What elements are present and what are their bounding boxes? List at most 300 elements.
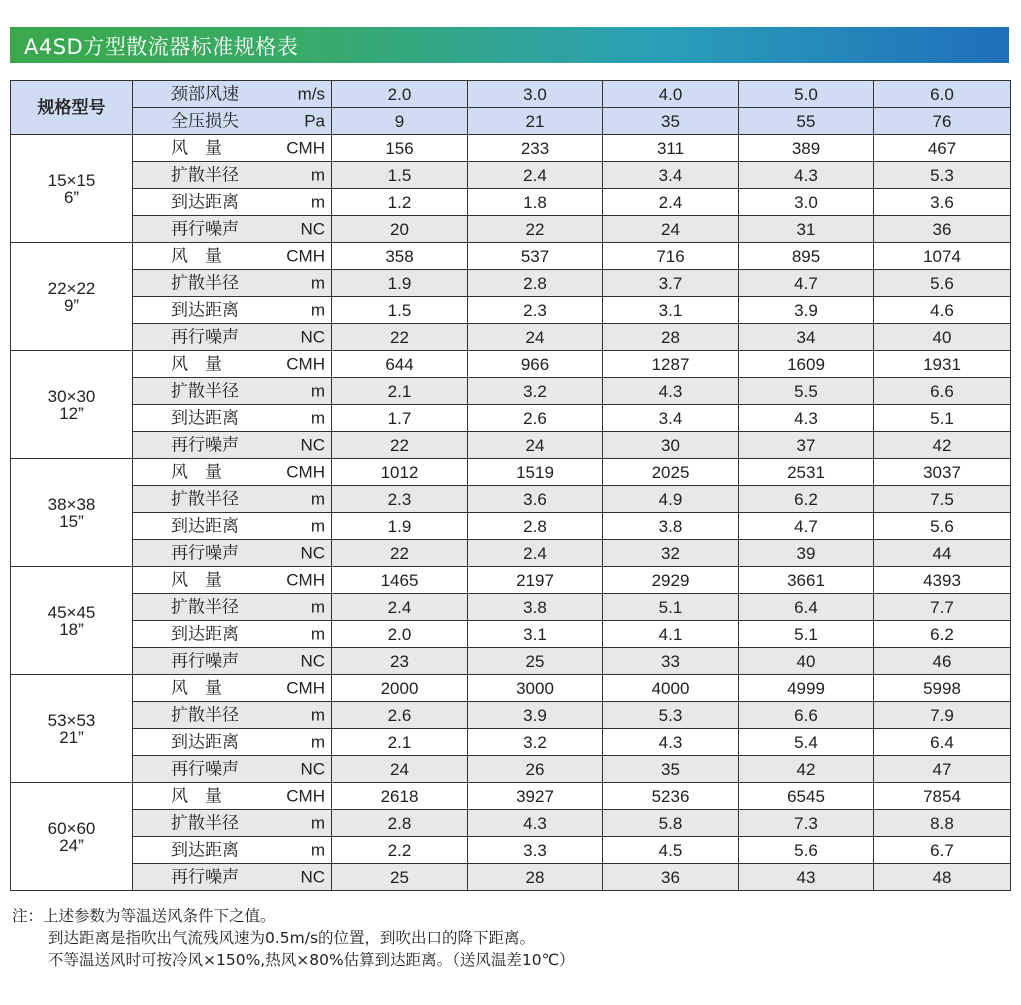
model-size-cell xyxy=(11,243,133,351)
value-cell: 22 xyxy=(332,540,468,567)
value-cell: 1.9 xyxy=(332,270,468,297)
value-cell: 895 xyxy=(739,243,874,270)
header-row xyxy=(11,81,1011,108)
value-cell: 22 xyxy=(332,432,468,459)
model-size-cell xyxy=(11,675,133,783)
param-unit: m xyxy=(310,489,325,509)
value-cell: 36 xyxy=(603,864,739,891)
row-label xyxy=(133,486,332,513)
table-row xyxy=(11,729,1011,756)
value-cell: 358 xyxy=(332,243,468,270)
value-cell: 43 xyxy=(739,864,874,891)
param-unit: CMH xyxy=(286,354,325,374)
param-unit: m xyxy=(310,192,325,212)
row-label xyxy=(133,702,332,729)
value-cell: 3.6 xyxy=(468,486,603,513)
header-row xyxy=(11,108,1011,135)
param-name: 风 量 xyxy=(171,786,222,806)
value-cell: 4999 xyxy=(739,675,874,702)
value-cell: 2.3 xyxy=(468,297,603,324)
value-cell: 55 xyxy=(739,108,874,135)
model-inch: 15” xyxy=(59,511,84,531)
value-cell: 966 xyxy=(468,351,603,378)
param-unit: CMH xyxy=(286,786,325,806)
value-cell: 4000 xyxy=(603,675,739,702)
value-cell: 4.3 xyxy=(739,162,874,189)
value-cell: 7854 xyxy=(874,783,1011,810)
value-cell: 23 xyxy=(332,648,468,675)
value-cell: 2.8 xyxy=(468,513,603,540)
param-name: 扩散半径 xyxy=(171,597,239,617)
value-cell: 42 xyxy=(739,756,874,783)
param-unit: NC xyxy=(300,327,325,347)
value-cell: 3.8 xyxy=(603,513,739,540)
value-cell: 5.1 xyxy=(739,621,874,648)
value-cell: 2.6 xyxy=(468,405,603,432)
value-cell: 47 xyxy=(874,756,1011,783)
table-row xyxy=(11,594,1011,621)
value-cell: 3.3 xyxy=(468,837,603,864)
table-row xyxy=(11,243,1011,270)
value-cell: 4.3 xyxy=(603,729,739,756)
value-cell: 7.7 xyxy=(874,594,1011,621)
value-cell: 389 xyxy=(739,135,874,162)
param-unit: NC xyxy=(300,759,325,779)
row-label xyxy=(133,243,332,270)
model-inch: 12” xyxy=(59,403,84,423)
model-size-cell xyxy=(11,783,133,891)
row-label xyxy=(133,783,332,810)
value-cell: 32 xyxy=(603,540,739,567)
model-inch: 18” xyxy=(59,619,84,639)
param-unit: m xyxy=(310,381,325,401)
table-row xyxy=(11,702,1011,729)
value-cell: 2.8 xyxy=(468,270,603,297)
value-cell: 28 xyxy=(603,324,739,351)
value-cell: 2000 xyxy=(332,675,468,702)
value-cell: 3.4 xyxy=(603,162,739,189)
row-label xyxy=(133,405,332,432)
value-cell: 311 xyxy=(603,135,739,162)
value-cell: 1.5 xyxy=(332,162,468,189)
value-cell: 3.1 xyxy=(603,297,739,324)
value-cell: 9 xyxy=(332,108,468,135)
param-name: 全压损失 xyxy=(171,111,239,131)
param-unit: m xyxy=(310,732,325,752)
value-cell: 537 xyxy=(468,243,603,270)
value-cell: 716 xyxy=(603,243,739,270)
value-cell: 5.6 xyxy=(874,270,1011,297)
value-cell: 2.8 xyxy=(332,810,468,837)
table-row xyxy=(11,567,1011,594)
value-cell: 2.4 xyxy=(332,594,468,621)
value-cell: 4.0 xyxy=(603,81,739,108)
value-cell: 3000 xyxy=(468,675,603,702)
value-cell: 21 xyxy=(468,108,603,135)
param-unit: m xyxy=(310,516,325,536)
param-name: 再行噪声 xyxy=(171,759,239,779)
param-name: 风 量 xyxy=(171,678,222,698)
value-cell: 6.4 xyxy=(874,729,1011,756)
value-cell: 6.7 xyxy=(874,837,1011,864)
value-cell: 644 xyxy=(332,351,468,378)
value-cell: 3.4 xyxy=(603,405,739,432)
value-cell: 1074 xyxy=(874,243,1011,270)
row-label xyxy=(133,648,332,675)
value-cell: 40 xyxy=(874,324,1011,351)
value-cell: 8.8 xyxy=(874,810,1011,837)
param-unit: m xyxy=(310,273,325,293)
param-name: 到达距离 xyxy=(171,732,239,752)
model-inch: 6” xyxy=(63,187,80,207)
note-line: 到达距离是指吹出气流残风速为0.5m/s的位置，到吹出口的降下距离。 xyxy=(48,929,536,947)
notes xyxy=(12,905,575,971)
param-unit: NC xyxy=(300,651,325,671)
value-cell: 3.9 xyxy=(739,297,874,324)
value-cell: 7.3 xyxy=(739,810,874,837)
row-label xyxy=(133,108,332,135)
row-label xyxy=(133,837,332,864)
table-row xyxy=(11,513,1011,540)
param-name: 颈部风速 xyxy=(171,84,239,104)
value-cell: 1.8 xyxy=(468,189,603,216)
value-cell: 6.2 xyxy=(874,621,1011,648)
value-cell: 5236 xyxy=(603,783,739,810)
param-name: 扩散半径 xyxy=(171,489,239,509)
value-cell: 1012 xyxy=(332,459,468,486)
value-cell: 1609 xyxy=(739,351,874,378)
value-cell: 1931 xyxy=(874,351,1011,378)
value-cell: 3.7 xyxy=(603,270,739,297)
model-inch: 9” xyxy=(63,295,80,315)
table-row xyxy=(11,216,1011,243)
value-cell: 2.0 xyxy=(332,81,468,108)
value-cell: 2.4 xyxy=(603,189,739,216)
param-unit: Pa xyxy=(304,111,325,131)
model-size: 45×45 xyxy=(47,602,96,622)
value-cell: 6.4 xyxy=(739,594,874,621)
model-size: 53×53 xyxy=(47,710,96,730)
value-cell: 4.3 xyxy=(739,405,874,432)
note-line: 注：上述参数为等温送风条件下之值。 xyxy=(12,907,276,925)
value-cell: 46 xyxy=(874,648,1011,675)
model-size-cell xyxy=(11,135,133,243)
value-cell: 4.9 xyxy=(603,486,739,513)
value-cell: 7.9 xyxy=(874,702,1011,729)
param-name: 到达距离 xyxy=(171,624,239,644)
value-cell: 48 xyxy=(874,864,1011,891)
value-cell: 3.8 xyxy=(468,594,603,621)
value-cell: 24 xyxy=(468,324,603,351)
row-label xyxy=(133,81,332,108)
param-name: 风 量 xyxy=(171,246,222,266)
model-size-cell xyxy=(11,351,133,459)
value-cell: 22 xyxy=(332,324,468,351)
value-cell: 1.5 xyxy=(332,297,468,324)
value-cell: 6.2 xyxy=(739,486,874,513)
table-row xyxy=(11,459,1011,486)
param-name: 扩散半径 xyxy=(171,273,239,293)
value-cell: 44 xyxy=(874,540,1011,567)
table-row xyxy=(11,648,1011,675)
value-cell: 4.5 xyxy=(603,837,739,864)
model-size: 30×30 xyxy=(47,386,96,406)
param-unit: CMH xyxy=(286,678,325,698)
value-cell: 40 xyxy=(739,648,874,675)
table-row xyxy=(11,162,1011,189)
value-cell: 2197 xyxy=(468,567,603,594)
model-size: 60×60 xyxy=(47,818,96,838)
value-cell: 4.7 xyxy=(739,270,874,297)
table-row xyxy=(11,378,1011,405)
param-unit: CMH xyxy=(286,138,325,158)
value-cell: 2.0 xyxy=(332,621,468,648)
param-name: 再行噪声 xyxy=(171,327,239,347)
model-column-header: 规格型号 xyxy=(11,81,133,135)
value-cell: 5.1 xyxy=(874,405,1011,432)
row-label xyxy=(133,810,332,837)
row-label xyxy=(133,567,332,594)
table-row xyxy=(11,621,1011,648)
value-cell: 24 xyxy=(468,432,603,459)
param-name: 风 量 xyxy=(171,138,222,158)
value-cell: 3.1 xyxy=(468,621,603,648)
value-cell: 5998 xyxy=(874,675,1011,702)
value-cell: 467 xyxy=(874,135,1011,162)
value-cell: 28 xyxy=(468,864,603,891)
value-cell: 5.8 xyxy=(603,810,739,837)
value-cell: 3927 xyxy=(468,783,603,810)
value-cell: 6.6 xyxy=(874,378,1011,405)
value-cell: 4.6 xyxy=(874,297,1011,324)
value-cell: 2531 xyxy=(739,459,874,486)
value-cell: 7.5 xyxy=(874,486,1011,513)
param-name: 到达距离 xyxy=(171,192,239,212)
row-label xyxy=(133,513,332,540)
value-cell: 30 xyxy=(603,432,739,459)
table-row xyxy=(11,135,1011,162)
table-row xyxy=(11,432,1011,459)
value-cell: 3.0 xyxy=(739,189,874,216)
param-unit: NC xyxy=(300,543,325,563)
row-label xyxy=(133,351,332,378)
row-label xyxy=(133,864,332,891)
param-unit: m xyxy=(310,408,325,428)
value-cell: 3.0 xyxy=(468,81,603,108)
value-cell: 25 xyxy=(468,648,603,675)
value-cell: 31 xyxy=(739,216,874,243)
value-cell: 33 xyxy=(603,648,739,675)
value-cell: 3.9 xyxy=(468,702,603,729)
row-label xyxy=(133,621,332,648)
row-label xyxy=(133,540,332,567)
value-cell: 2.3 xyxy=(332,486,468,513)
row-label xyxy=(133,297,332,324)
value-cell: 2.1 xyxy=(332,378,468,405)
table-row xyxy=(11,270,1011,297)
value-cell: 156 xyxy=(332,135,468,162)
row-label xyxy=(133,378,332,405)
value-cell: 3.6 xyxy=(874,189,1011,216)
table-row xyxy=(11,810,1011,837)
param-name: 扩散半径 xyxy=(171,381,239,401)
value-cell: 5.3 xyxy=(603,702,739,729)
param-name: 到达距离 xyxy=(171,408,239,428)
value-cell: 3037 xyxy=(874,459,1011,486)
value-cell: 5.1 xyxy=(603,594,739,621)
param-name: 风 量 xyxy=(171,354,222,374)
title-bar xyxy=(10,27,1009,63)
value-cell: 2.4 xyxy=(468,162,603,189)
row-label xyxy=(133,270,332,297)
spec-table-body xyxy=(11,81,1011,891)
table-row xyxy=(11,351,1011,378)
param-name: 扩散半径 xyxy=(171,813,239,833)
value-cell: 5.6 xyxy=(739,837,874,864)
value-cell: 5.3 xyxy=(874,162,1011,189)
value-cell: 6545 xyxy=(739,783,874,810)
value-cell: 3.2 xyxy=(468,378,603,405)
param-unit: m xyxy=(310,300,325,320)
param-name: 再行噪声 xyxy=(171,435,239,455)
param-unit: NC xyxy=(300,435,325,455)
param-name: 再行噪声 xyxy=(171,651,239,671)
param-name: 风 量 xyxy=(171,462,222,482)
value-cell: 1.9 xyxy=(332,513,468,540)
value-cell: 76 xyxy=(874,108,1011,135)
value-cell: 35 xyxy=(603,108,739,135)
param-unit: m xyxy=(310,840,325,860)
value-cell: 39 xyxy=(739,540,874,567)
value-cell: 3.2 xyxy=(468,729,603,756)
row-label xyxy=(133,756,332,783)
value-cell: 5.6 xyxy=(874,513,1011,540)
value-cell: 24 xyxy=(603,216,739,243)
param-name: 到达距离 xyxy=(171,516,239,536)
table-row xyxy=(11,540,1011,567)
row-label xyxy=(133,324,332,351)
value-cell: 42 xyxy=(874,432,1011,459)
table-row xyxy=(11,756,1011,783)
model-size-cell xyxy=(11,459,133,567)
value-cell: 3661 xyxy=(739,567,874,594)
param-name: 扩散半径 xyxy=(171,165,239,185)
value-cell: 37 xyxy=(739,432,874,459)
spec-table xyxy=(10,80,1011,891)
value-cell: 2618 xyxy=(332,783,468,810)
table-row xyxy=(11,864,1011,891)
row-label xyxy=(133,189,332,216)
row-label xyxy=(133,162,332,189)
model-inch: 24” xyxy=(59,835,84,855)
param-name: 到达距离 xyxy=(171,840,239,860)
param-unit: CMH xyxy=(286,246,325,266)
table-row xyxy=(11,783,1011,810)
row-label xyxy=(133,729,332,756)
param-unit: CMH xyxy=(286,570,325,590)
row-label xyxy=(133,594,332,621)
param-name: 再行噪声 xyxy=(171,219,239,239)
param-unit: m xyxy=(310,624,325,644)
param-name: 到达距离 xyxy=(171,300,239,320)
value-cell: 35 xyxy=(603,756,739,783)
value-cell: 6.6 xyxy=(739,702,874,729)
param-unit: NC xyxy=(300,867,325,887)
table-row xyxy=(11,405,1011,432)
param-unit: m/s xyxy=(297,84,325,104)
model-size-cell xyxy=(11,567,133,675)
row-label xyxy=(133,675,332,702)
value-cell: 4.3 xyxy=(468,810,603,837)
value-cell: 24 xyxy=(332,756,468,783)
value-cell: 25 xyxy=(332,864,468,891)
param-name: 再行噪声 xyxy=(171,867,239,887)
value-cell: 1465 xyxy=(332,567,468,594)
table-row xyxy=(11,324,1011,351)
value-cell: 6.0 xyxy=(874,81,1011,108)
table-row xyxy=(11,486,1011,513)
value-cell: 22 xyxy=(468,216,603,243)
value-cell: 2.2 xyxy=(332,837,468,864)
value-cell: 2.1 xyxy=(332,729,468,756)
table-row xyxy=(11,837,1011,864)
param-unit: m xyxy=(310,705,325,725)
value-cell: 1287 xyxy=(603,351,739,378)
param-unit: CMH xyxy=(286,462,325,482)
value-cell: 1519 xyxy=(468,459,603,486)
value-cell: 20 xyxy=(332,216,468,243)
row-label xyxy=(133,216,332,243)
value-cell: 5.4 xyxy=(739,729,874,756)
value-cell: 34 xyxy=(739,324,874,351)
model-size: 15×15 xyxy=(47,170,96,190)
row-label xyxy=(133,459,332,486)
param-unit: m xyxy=(310,813,325,833)
note-line: 不等温送风时可按冷风×150%,热风×80%估算到达距离。（送风温差10℃） xyxy=(48,951,575,969)
model-size: 22×22 xyxy=(47,278,96,298)
value-cell: 26 xyxy=(468,756,603,783)
param-name: 风 量 xyxy=(171,570,222,590)
value-cell: 4.7 xyxy=(739,513,874,540)
table-row xyxy=(11,297,1011,324)
param-name: 再行噪声 xyxy=(171,543,239,563)
value-cell: 1.7 xyxy=(332,405,468,432)
value-cell: 2.6 xyxy=(332,702,468,729)
value-cell: 233 xyxy=(468,135,603,162)
value-cell: 2025 xyxy=(603,459,739,486)
value-cell: 2929 xyxy=(603,567,739,594)
param-unit: m xyxy=(310,597,325,617)
page-title: A4SD方型散流器标准规格表 xyxy=(24,35,299,59)
param-unit: NC xyxy=(300,219,325,239)
value-cell: 4393 xyxy=(874,567,1011,594)
value-cell: 4.3 xyxy=(603,378,739,405)
value-cell: 2.4 xyxy=(468,540,603,567)
value-cell: 5.0 xyxy=(739,81,874,108)
value-cell: 1.2 xyxy=(332,189,468,216)
value-cell: 36 xyxy=(874,216,1011,243)
table-row xyxy=(11,675,1011,702)
value-cell: 5.5 xyxy=(739,378,874,405)
row-label xyxy=(133,135,332,162)
row-label xyxy=(133,432,332,459)
param-name: 扩散半径 xyxy=(171,705,239,725)
model-size: 38×38 xyxy=(47,494,96,514)
model-inch: 21” xyxy=(59,727,84,747)
table-row xyxy=(11,189,1011,216)
param-unit: m xyxy=(310,165,325,185)
value-cell: 4.1 xyxy=(603,621,739,648)
